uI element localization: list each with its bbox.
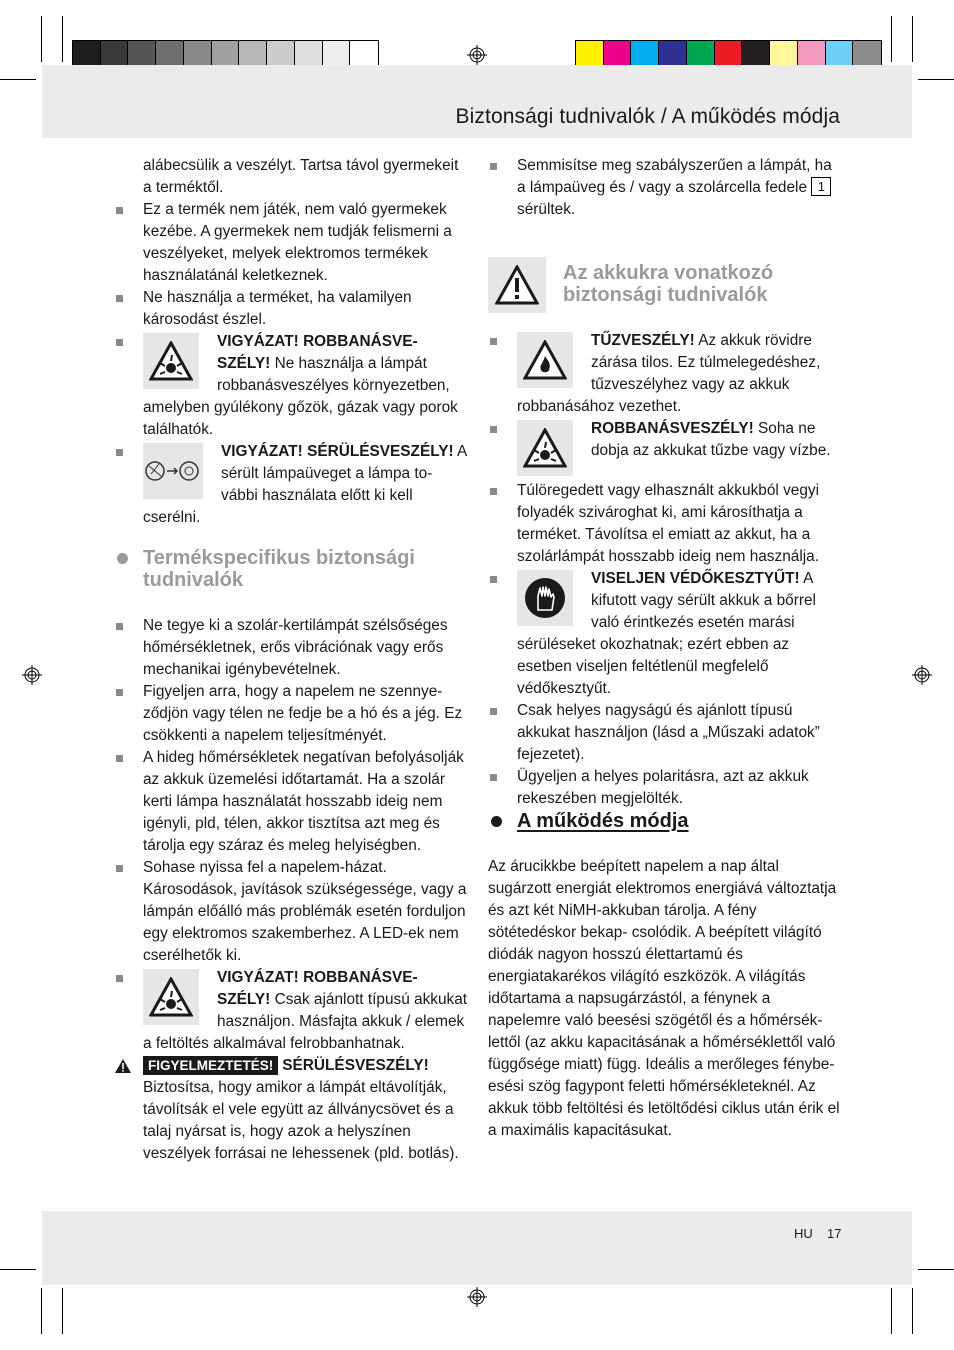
- color-swatch: [323, 41, 351, 68]
- section-heading: A működés módja: [517, 810, 689, 832]
- color-swatch: [687, 41, 715, 68]
- continuation-text: alábecsülik a veszélyt. Tartsa távol gyermekeit a terméktől.: [143, 157, 459, 196]
- color-swatch: [101, 41, 129, 68]
- warning-text: Soha ne dobja az akkukat tűzbe vagy vízbe.: [591, 420, 831, 459]
- color-swatch: [631, 41, 659, 68]
- explosion-warning-icon: [517, 420, 573, 476]
- gloves-icon: [517, 570, 573, 626]
- registration-mark-icon: [22, 665, 42, 685]
- warning-text: A sérült lámpaüveget a lámpa to- vábbi használata előtt ki kell cserélni.: [143, 443, 467, 526]
- crop-mark: [918, 79, 954, 80]
- warning-bold: VIGYÁZAT! SÉRÜLÉSVESZÉLY!: [221, 443, 454, 460]
- crop-mark: [41, 1288, 42, 1334]
- list-item: Ne használja a terméket, ha valamilyen károsodást észlel.: [143, 289, 412, 328]
- color-swatch: [826, 41, 854, 68]
- warning-bold: VISELJEN VÉDŐKESZTYŰT!: [591, 570, 800, 587]
- warning-bold: SÉRÜLÉSVESZÉLY!: [282, 1057, 429, 1074]
- list-item: Sohase nyissa fel a napelem-házat. Károsodások, javítások szükségessége, vagy a lámpán előálló más problémák esetén forduljon egy elektromos szakemberhez. A LED-ek nem cserélhetők ki.: [143, 859, 467, 964]
- list-item: Csak helyes nagyságú és ajánlott típusú akkukat használjon (lásd a „Műszaki adatok” fejezetet).: [517, 702, 820, 763]
- color-swatch: [798, 41, 826, 68]
- color-swatch: [853, 41, 881, 68]
- registration-mark-icon: [912, 665, 932, 685]
- list-item: Figyeljen arra, hogy a napelem ne szennye- ződjön vagy télen ne fedje be a hó és a jég. Ez csökkenti a napelem teljesítményét.: [143, 683, 463, 744]
- color-swatch: [659, 41, 687, 68]
- color-swatch: [212, 41, 240, 68]
- crop-mark: [41, 16, 42, 62]
- color-swatch: [295, 41, 323, 68]
- bullet: [116, 865, 123, 872]
- page-number: 17: [827, 1226, 842, 1241]
- warning-text: Csak ajánlott típusú akkukat használjon. Másfajta akkuk / elemek a feltöltés alkalmával felrobbanhatnak.: [143, 991, 468, 1052]
- color-swatch: [715, 41, 743, 68]
- bullet: [490, 708, 497, 715]
- color-swatch: [156, 41, 184, 68]
- bullet: [116, 339, 123, 346]
- warning-bold: VIGYÁZAT! ROBBANÁSVE- SZÉLY!: [217, 969, 418, 1008]
- bullet: [116, 975, 123, 982]
- explosion-warning-icon: [143, 969, 199, 1025]
- warning-label: FIGYELMEZTETÉS!: [143, 1056, 278, 1075]
- section-heading: Termékspecifikus biztonsági tudnivalók: [143, 547, 443, 591]
- color-swatch: [742, 41, 770, 68]
- warning-text: Biztosítsa, hogy amikor a lámpát eltávolítják, távolítsák el vele együtt az állványcsövet és a talaj nyársat is, hogy azok a helyszínen veszélyek forrásai ne lehessenek (pld. botlás).: [143, 1079, 459, 1162]
- registration-mark-icon: [467, 45, 487, 65]
- caution-icon: [488, 257, 546, 313]
- right-column-battery: [488, 330, 844, 810]
- bullet: [490, 426, 497, 433]
- list-item: Túlöregedett vagy elhasznált akkukból vegyi folyadék szivároghat ki, ami károsíthatja a terméket. Távolítsa el emiatt az akkut, ha a szolárlámpát hosszabb ideig nem használja.: [517, 482, 820, 565]
- warning-bold: VIGYÁZAT! ROBBANÁSVE- SZÉLY!: [217, 333, 418, 372]
- warning-bold: ROBBANÁSVESZÉLY!: [591, 420, 754, 437]
- bullet: [116, 623, 123, 630]
- list-item-end: sérültek.: [517, 201, 576, 218]
- color-swatch: [184, 41, 212, 68]
- color-swatch: [267, 41, 295, 68]
- color-swatch: [239, 41, 267, 68]
- bullet: [490, 774, 497, 781]
- page-title: Biztonsági tudnivalók / A működés módja: [455, 105, 840, 128]
- figure-reference: 1: [811, 177, 831, 196]
- explosion-warning-icon: [143, 333, 199, 389]
- bullet: [490, 488, 497, 495]
- bullet: [490, 163, 497, 170]
- list-item: Ne tegye ki a szolár-kertilámpát szélsőséges hőmérsékletnek, erős vibrációnak vagy erős mechanikai igénybevételnek.: [143, 617, 448, 678]
- warning-bold: TŰZVESZÉLY!: [591, 332, 695, 349]
- bullet: [116, 295, 123, 302]
- color-swatch: [576, 41, 604, 68]
- color-swatch: [73, 41, 101, 68]
- operation-paragraph: Az árucikkbe beépített napelem a nap által sugárzott energiát elektromos energiává változtatja és azt két NiMH-akkuban tárolja. A fény sötétedéskor bekap- csolódik. A beépített világító diódák nagyon hosszú élettartamú és energiatakarékos világító eszközök. A világítás időtartama a napsugárzástól, a fénynek a napelemre való beesési szögétől és a hőmérsék- lettől (az akku kapacitásának a hőmérséklettől való függősége miatt) függ. Ideális a merőleges fénybe- esési szög fagypont feletti hőmérsékleteknél. Az akkuk több feltöltési és letöltődési ciklus után érik el a maximális kapacitásukat.: [488, 858, 840, 1139]
- bullet: [116, 449, 123, 456]
- heading-bullet: [491, 816, 502, 827]
- language-code: HU: [794, 1226, 813, 1241]
- warning-text: Az akkuk rövidre zárása tilos. Ez túlmelegedéshez, tűzveszélyhez vagy az akkuk robbanásához vezethet.: [517, 332, 821, 415]
- list-item: A hideg hőmérsékletek negatívan befolyásolják az akkuk üzemelési időtartamát. Ha a szolár kerti lámpa használatát hosszabb ideig nem igényli, pld, télen, akkor tisztítsa azt meg és tárolja egy száraz és meleg helyiségben.: [143, 749, 464, 854]
- heading-bullet: [117, 553, 128, 564]
- crop-mark: [0, 1269, 36, 1270]
- footer-band: [42, 1211, 912, 1285]
- bullet: [116, 755, 123, 762]
- crop-mark: [62, 16, 63, 62]
- crop-mark: [918, 1269, 954, 1270]
- fire-warning-icon: [517, 332, 573, 388]
- color-swatch: [128, 41, 156, 68]
- crop-mark: [891, 16, 892, 62]
- color-swatch: [770, 41, 798, 68]
- color-swatch: [604, 41, 632, 68]
- crop-mark: [0, 79, 36, 80]
- list-item: Semmisítse meg szabályszerűen a lámpát, ha a lámpaüveg és / vagy a szolárcella fedele: [517, 157, 832, 196]
- crop-mark: [62, 1288, 63, 1334]
- list-item: Ez a termék nem játék, nem való gyermekek kezébe. A gyermekek nem tudják felismerni a veszélyeket, melyek elektromos termékek használatánál keletkeznek.: [143, 201, 452, 284]
- bullet: [490, 576, 497, 583]
- right-column-top: [488, 155, 844, 221]
- color-swatch: [350, 41, 378, 68]
- warning-text: A kifutott vagy sérült akkuk a bőrrel való érintkezés esetén marási sérüléseket okozhatnak; ezért ebben az esetben viseljen feltétlenül megfelelő védőkesztyűt.: [517, 570, 816, 697]
- registration-mark-icon: [467, 1287, 487, 1307]
- crop-mark: [891, 1288, 892, 1334]
- crop-mark: [912, 16, 913, 62]
- bullet: [490, 338, 497, 345]
- crop-mark: [912, 1288, 913, 1334]
- left-column-bottom: [114, 615, 470, 1165]
- broken-glass-icon: [143, 443, 203, 499]
- bullet: [116, 689, 123, 696]
- section-heading: Az akkukra vonatkozó biztonsági tudnivalók: [563, 262, 774, 306]
- bullet: [116, 207, 123, 214]
- warning-text: Ne használja a lámpát robbanásveszélyes környezetben, amelyben gyúlékony gőzök, gázak vagy porok találhatók.: [143, 355, 458, 438]
- warning-triangle-icon: [114, 1058, 132, 1074]
- list-item: Ügyeljen a helyes polaritásra, azt az akkuk rekeszében megjelölték.: [517, 768, 809, 807]
- left-column-top: [114, 155, 470, 529]
